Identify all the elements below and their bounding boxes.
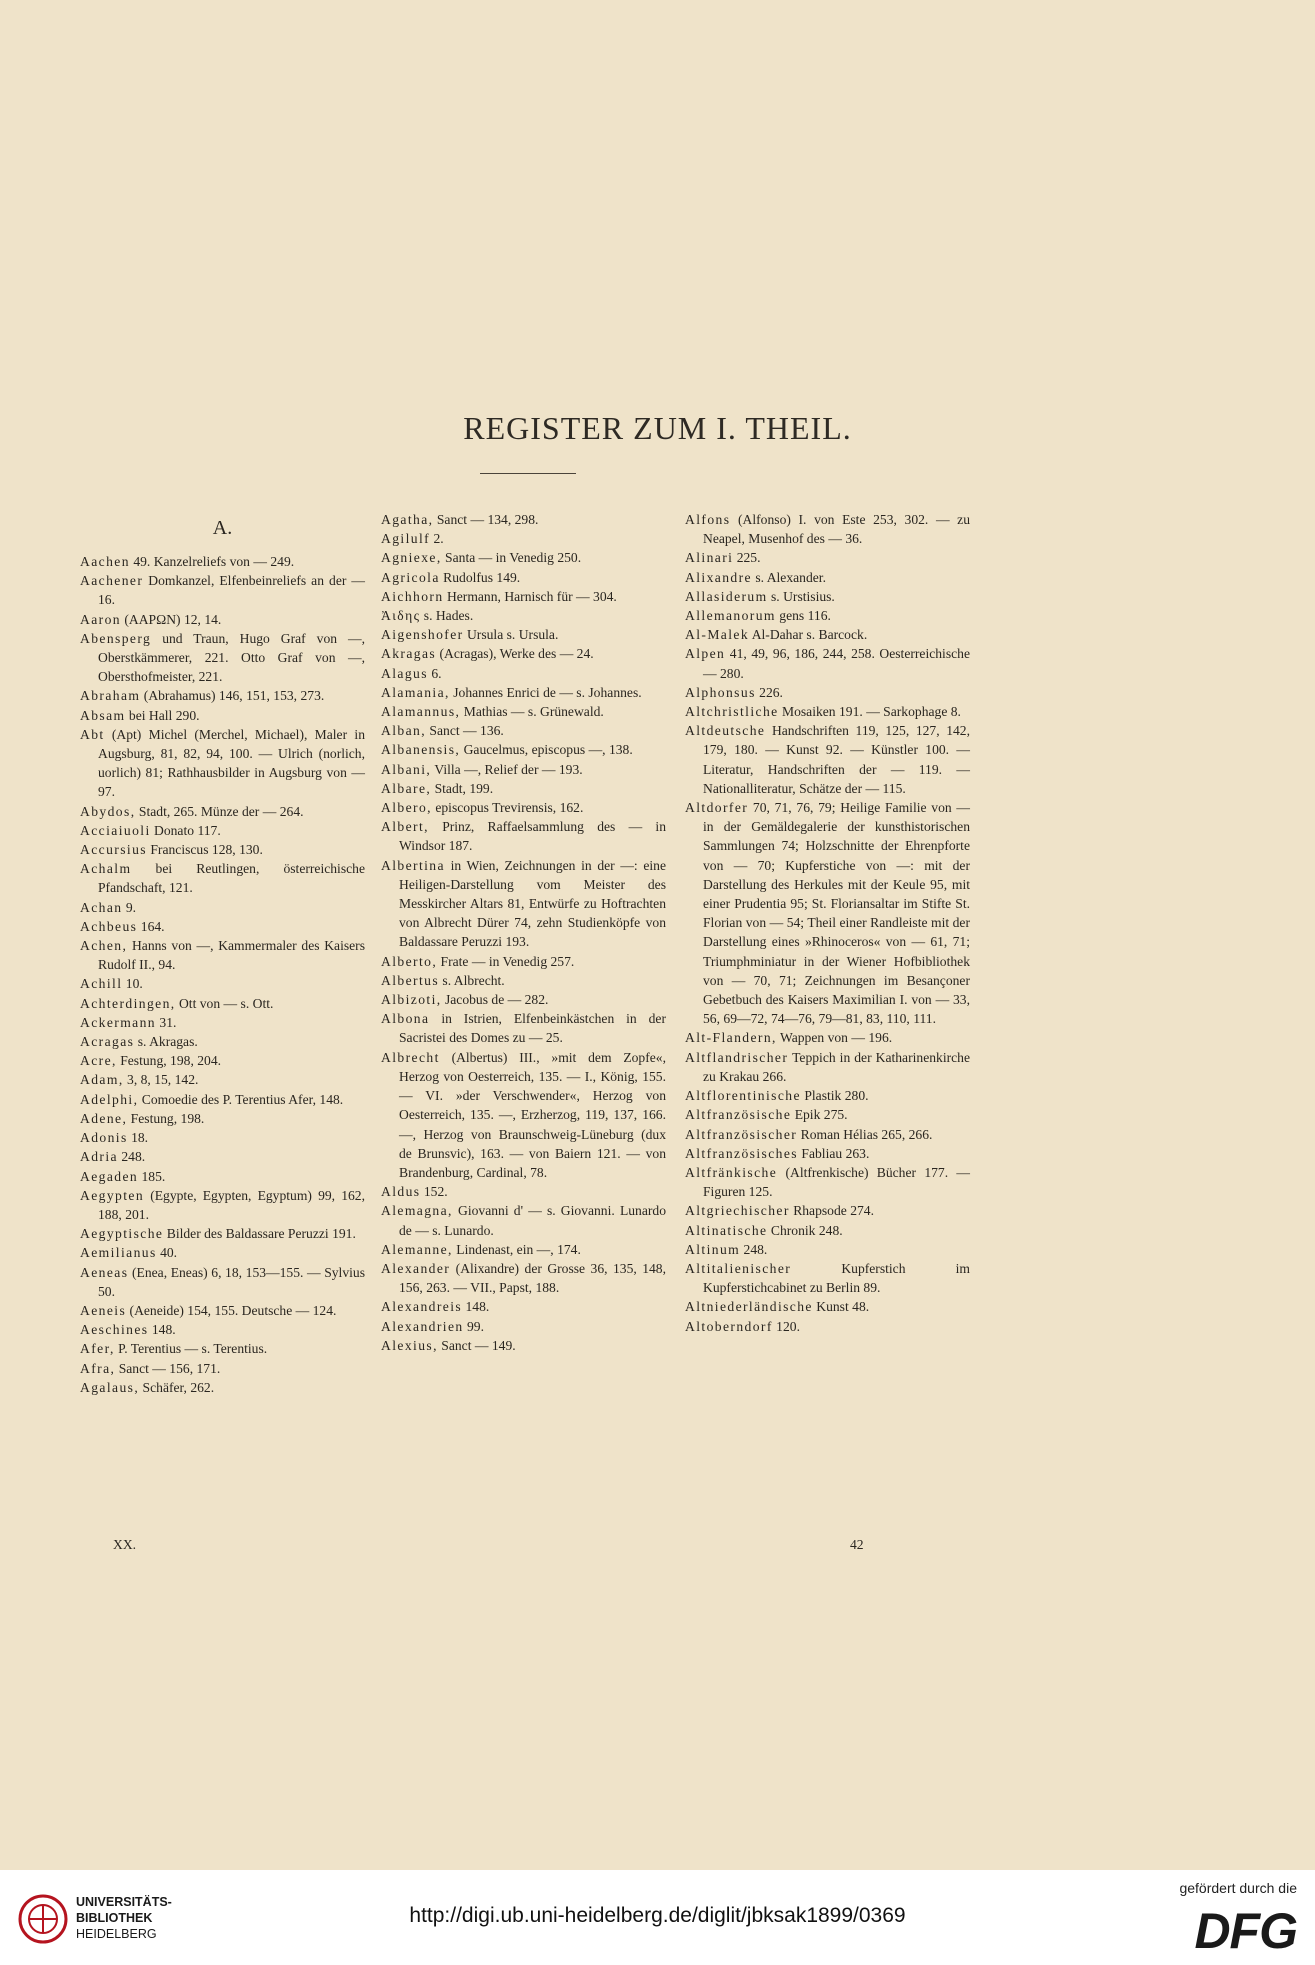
index-entry [685, 644, 970, 682]
index-entry-headword: Afra, [80, 1360, 116, 1376]
index-entry-headword: Aegaden [80, 1168, 139, 1184]
index-entry [381, 625, 666, 644]
index-entry-text: Sanct — 136. [426, 723, 504, 739]
index-entry-headword: Alexandreis [381, 1299, 463, 1315]
index-entry-text: 3, 8, 15, 142. [123, 1072, 199, 1088]
index-entry-text: Teppich in der Katharinenkirche zu Krakau 266. [703, 1049, 970, 1084]
index-entry-headword: Alt-Flandern, [685, 1030, 777, 1046]
index-entry-headword: Aachener [80, 573, 144, 589]
page-number: 42 [850, 1537, 864, 1552]
index-entry-text: 226. [755, 684, 783, 700]
index-entry-text: Kupferstich im Kupferstichcabinet zu Berlin 89. [703, 1260, 970, 1296]
index-entry-headword: Albanensis, [381, 742, 461, 758]
index-entry-text: Sanct — 149. [437, 1337, 516, 1353]
index-entry-headword: Acragas [80, 1034, 135, 1050]
index-entry [80, 1186, 365, 1224]
index-entry-headword: Adene, [80, 1110, 128, 1126]
index-entry-headword: Albertina [381, 857, 445, 873]
index-column-2 [381, 510, 666, 1355]
index-entry-headword: Alemagna, [381, 1203, 453, 1219]
index-entry-headword: Altinum [685, 1241, 741, 1257]
index-entry [381, 1259, 666, 1297]
index-entry [381, 1048, 666, 1182]
index-entry-text: 248. [740, 1241, 768, 1257]
index-entry-text: Gaucelmus, episcopus —, 138. [460, 742, 633, 758]
index-entry-headword: Albertus [381, 972, 440, 988]
index-entry-headword: Accursius [80, 842, 147, 858]
viewer-footer [0, 1870, 1315, 1965]
index-entry-text: Hanns von —, Kammermaler des Kaisers Rudolf II., 94. [98, 938, 365, 973]
index-entry [685, 1105, 970, 1124]
index-entry [685, 1086, 970, 1105]
index-entry-headword: Allasiderum [685, 588, 768, 604]
index-entry [685, 510, 970, 548]
index-entry-headword: Albero, [381, 800, 432, 816]
index-entry-text: (Acragas), Werke des — 24. [436, 646, 594, 662]
index-entry-text: 120. [772, 1318, 800, 1334]
index-entry-text: 148. [148, 1322, 176, 1338]
index-entry [80, 1359, 365, 1378]
index-entry [685, 1317, 970, 1336]
index-entry [685, 702, 970, 721]
index-entry [685, 721, 970, 798]
index-entry-text: Prinz, Raffaelsammlung des — in Windsor 187. [399, 819, 666, 854]
index-entry-text: gens 116. [775, 608, 831, 624]
index-entry-headword: Altniederländische [685, 1299, 813, 1315]
index-entry-text: Jacobus de — 282. [441, 992, 549, 1008]
index-entry-headword: Aigenshofer [381, 627, 464, 643]
index-entry [381, 990, 666, 1009]
index-entry [381, 971, 666, 990]
index-entry-text: Wappen von — 196. [776, 1030, 893, 1046]
index-entry-text: Fabliau 263. [798, 1145, 870, 1161]
index-entry-headword: Altitalienischer [685, 1260, 792, 1276]
index-entry [80, 840, 365, 859]
index-entry-text: 70, 71, 76, 79; Heilige Familie von — in der Gemäldegalerie der kunsthistorischen Sammlungen 74; Holzschnitte der Ehrenpforte von — 70; Kupferstiche von —: mit der Darstellung des Herkules mit der Keule 95, mit einer Prudentia 95; St. Floriansaltar im Stifte St. Florian von — 54; Theil einer Randleiste mit der Darstellung eines »Rhinoceros« von — 61, 71; Triumphminiatur in der Wiener Hofbibliothek von — 70, 71; Zeichnungen im Besançoner Gebetbuch des Kaisers Maximilian I. von — 33, 56, 69—72, 74—76, 79—81, 83, 110, 111. [703, 800, 970, 1027]
index-entry [381, 1201, 666, 1239]
index-entry-headword: Agniexe, [381, 550, 442, 566]
index-entry-text: 10. [122, 976, 143, 992]
index-entry [80, 629, 365, 687]
index-entry [685, 587, 970, 606]
index-entry-headword: Alfons [685, 512, 731, 527]
index-entry-headword: Ἀιδης [381, 608, 421, 624]
title-rule [480, 473, 576, 474]
index-entry [381, 1009, 666, 1047]
index-entry [80, 1224, 365, 1243]
index-entry-headword: Al-Malek [685, 627, 750, 643]
index-entry-text: s. Akragas. [134, 1034, 198, 1050]
index-entry-headword: Albizoti, [381, 992, 442, 1008]
index-entry [381, 1336, 666, 1355]
index-entry-headword: Alban, [381, 723, 427, 739]
index-entry [80, 994, 365, 1013]
index-entry-headword: Akragas [381, 646, 437, 662]
index-entry [381, 510, 666, 529]
index-entry-headword: Altinatische [685, 1222, 768, 1238]
index-entry-text: 41, 49, 96, 186, 244, 258. Oesterreichische — 280. [703, 646, 970, 681]
index-entry-text: (Alfonso) I. von Este 253, 302. — zu Neapel, Musenhof des — 36. [703, 512, 970, 547]
index-entry-headword: Alexandrien [381, 1318, 464, 1334]
index-entry-text: (Alixandre) der Grosse 36, 135, 148, 156, 263. — VII., Papst, 188. [399, 1260, 666, 1296]
index-entry-headword: Aeschines [80, 1322, 149, 1338]
index-entry-headword: Aeneis [80, 1302, 127, 1318]
index-entry-headword: Ackermann [80, 1014, 157, 1030]
index-entry [381, 568, 666, 587]
index-entry-text: (Apt) Michel (Merchel, Michael), Maler in Augsburg, 81, 82, 94, 100. — Ulrich (norlich, uorlich) 81; Rathhausbilder in Augsburg von — 97. [98, 726, 365, 800]
index-entry-text: Festung, 198, 204. [116, 1053, 222, 1069]
index-entry [80, 552, 365, 571]
index-entry-headword: Achalm [80, 861, 132, 877]
index-entry-headword: Albani, [381, 761, 432, 777]
index-entry-text: Festung, 198. [127, 1110, 205, 1126]
index-entry [80, 1032, 365, 1051]
index-entry-text: Donato 117. [150, 822, 221, 838]
index-entry-text: Roman Hélias 265, 266. [797, 1126, 933, 1142]
index-entry-headword: Altflorentinische [685, 1088, 801, 1104]
index-entry-text: 9. [122, 899, 137, 915]
index-entry [80, 1051, 365, 1070]
index-entry-text: Sanct — 134, 298. [433, 512, 539, 527]
index-entry-headword: Altoberndorf [685, 1318, 773, 1334]
index-entry-headword: Altdeutsche [685, 723, 766, 739]
index-entry-text: (Abrahamus) 146, 151, 153, 273. [140, 688, 325, 704]
index-entry-headword: Alberto, [381, 953, 438, 969]
index-entry-text: Giovanni d' — s. Giovanni. Lunardo de — s. Lunardo. [399, 1203, 666, 1238]
index-entry-text: in Istrien, Elfenbeinkästchen in der Sacristei des Domes zu — 25. [399, 1011, 666, 1046]
index-entry-text: Lindenast, ein —, 174. [452, 1241, 581, 1257]
index-entry [80, 974, 365, 993]
index-entry-text: Schäfer, 262. [139, 1379, 215, 1395]
index-entry-text: episcopus Trevirensis, 162. [431, 800, 584, 816]
index-entry [80, 1243, 365, 1262]
index-entry-text: Frate — in Venedig 257. [437, 953, 575, 969]
index-entry-headword: Altgriechischer [685, 1203, 790, 1219]
index-entry [381, 664, 666, 683]
index-entry-text: Ott von — s. Ott. [175, 995, 274, 1011]
index-entry [80, 898, 365, 917]
index-entry [685, 1201, 970, 1220]
index-entry-headword: Alagus [381, 665, 428, 681]
index-entry-headword: Adria [80, 1149, 118, 1165]
index-entry-text: Plastik 280. [800, 1088, 869, 1104]
index-entry [381, 1317, 666, 1336]
index-entry [80, 1167, 365, 1186]
index-entry-headword: Alexander [381, 1260, 451, 1276]
index-entry-text: s. Hades. [420, 608, 474, 624]
index-entry [381, 798, 666, 817]
index-entry-headword: Albrecht [381, 1049, 440, 1065]
index-entry [685, 625, 970, 644]
index-entry [80, 1070, 365, 1089]
index-entry-headword: Adam, [80, 1072, 124, 1088]
index-entry-headword: Aegyptische [80, 1226, 164, 1242]
index-entry [80, 1090, 365, 1109]
index-entry [80, 859, 365, 897]
index-entry-text: Hermann, Harnisch für — 304. [443, 588, 617, 604]
index-entry-text: Santa — in Venedig 250. [441, 550, 582, 566]
index-entry-headword: Altfranzösisches [685, 1145, 798, 1161]
index-entry-headword: Altflandrischer [685, 1049, 789, 1065]
index-entry-text: Franciscus 128, 130. [146, 842, 263, 858]
index-entry-headword: Altfranzösischer [685, 1126, 798, 1142]
index-entry-headword: Alpen [685, 646, 726, 662]
index-entry-headword: Aichhorn [381, 588, 444, 604]
index-entry [685, 548, 970, 567]
index-entry [80, 802, 365, 821]
index-entry-text: (Enea, Eneas) 6, 18, 153—155. — Sylvius 50. [98, 1264, 365, 1299]
index-entry-text: 225. [733, 550, 761, 566]
index-entry-headword: Albert, [381, 819, 429, 835]
index-entry-headword: Acciaiuoli [80, 822, 151, 838]
index-entry-text: Chronik 248. [767, 1222, 843, 1238]
index-entry [80, 706, 365, 725]
index-entry-text: (Egypte, Egypten, Egyptum) 99, 162, 188, 201. [98, 1187, 365, 1222]
index-entry-text: (ΑΑΡΩΝ) 12, 14. [120, 611, 222, 627]
index-entry-text: bei Hall 290. [125, 707, 200, 723]
dfg-logo[interactable]: DFG [1194, 1903, 1297, 1959]
index-entry [80, 686, 365, 705]
index-entry-text: bei Reutlingen, österreichische Pfandschaft, 121. [98, 861, 365, 896]
index-entry-text: P. Terentius — s. Terentius. [114, 1341, 268, 1357]
index-entry [381, 779, 666, 798]
index-entry-headword: Adonis [80, 1130, 128, 1146]
section-letter: A. [212, 517, 233, 539]
funding-label: gefördert durch die [1179, 1880, 1297, 1896]
index-entry [381, 548, 666, 567]
index-entry [80, 1378, 365, 1397]
index-entry [685, 1028, 970, 1047]
index-entry-headword: Achan [80, 899, 123, 915]
index-entry-headword: Acre, [80, 1053, 117, 1069]
index-entry [381, 702, 666, 721]
index-entry-headword: Altfränkische [685, 1164, 778, 1180]
index-entry-text: Bilder des Baldassare Peruzzi 191. [163, 1226, 356, 1242]
library-name-line-2: BIBLIOTHEK [76, 1911, 153, 1925]
index-entry-headword: Alamania, [381, 684, 450, 700]
index-entry [381, 529, 666, 548]
index-entry-headword: Alemanne, [381, 1241, 453, 1257]
index-entry [381, 817, 666, 855]
index-column-3 [685, 510, 970, 1336]
index-entry-text: Villa —, Relief der — 193. [431, 761, 583, 777]
index-entry-headword: Albare, [381, 780, 432, 796]
index-entry-headword: Achterdingen, [80, 995, 176, 1011]
index-entry [80, 1263, 365, 1301]
index-entry-headword: Agatha, [381, 512, 434, 527]
index-entry-text: s. Albrecht. [439, 972, 505, 988]
index-entry-headword: Achill [80, 976, 123, 992]
index-entry-headword: Alphonsus [685, 684, 756, 700]
index-entry-text: Handschriften 119, 125, 127, 142, 179, 180. — Kunst 92. — Künstler 100. — Literatur, Handschriften der — 119. — Nationalliteratur, Schätze der — 115. [703, 723, 970, 796]
index-entry [80, 571, 365, 609]
index-entry-text: Johannes Enrici de — s. Johannes. [449, 684, 642, 700]
index-entry [381, 606, 666, 625]
index-entry-text: 99. [463, 1318, 484, 1334]
index-entry [685, 1240, 970, 1259]
index-entry-text: Mathias — s. Grünewald. [460, 704, 604, 720]
index-entry-headword: Alinari [685, 550, 734, 566]
index-entry-headword: Agalaus, [80, 1379, 140, 1395]
signature-mark: XX. [113, 1537, 137, 1552]
index-entry [80, 1128, 365, 1147]
index-entry [381, 740, 666, 759]
index-entry-text: Comoedie des P. Terentius Afer, 148. [138, 1091, 344, 1107]
index-entry [381, 721, 666, 740]
index-entry [381, 587, 666, 606]
index-entry [80, 610, 365, 629]
index-entry-headword: Afer, [80, 1341, 115, 1357]
library-name-line-1: UNIVERSITÄTS- [76, 1895, 172, 1909]
index-entry-text: 164. [137, 918, 165, 934]
index-entry-headword: Allemanorum [685, 608, 776, 624]
index-entry-text: in Wien, Zeichnungen in der —: eine Heiligen-Darstellung vom Meister des Messkircher Altars 81, Entwürfe zu Hoftrachten von Albrecht Dürer 74, zehn Studienköpfe von Baldassare Peruzzi 193. [399, 857, 666, 950]
index-entry [80, 1339, 365, 1358]
index-entry-text: Al-Dahar s. Barcock. [749, 627, 868, 643]
index-entry-text: und Traun, Hugo Graf von —, Oberstkämmerer, 221. Otto Graf von —, Obersthofmeister, 221. [98, 630, 365, 685]
index-entry [381, 760, 666, 779]
index-entry-headword: Altchristliche [685, 704, 779, 720]
index-entry [381, 1240, 666, 1259]
index-entry-text: Rudolfus 149. [439, 569, 521, 585]
index-entry [80, 1013, 365, 1032]
index-entry-headword: Aachen [80, 554, 130, 569]
index-entry-headword: Abt [80, 726, 105, 742]
index-entry [381, 1297, 666, 1316]
index-entry [685, 798, 970, 1028]
index-entry-headword: Abensperg [80, 630, 152, 646]
index-entry [685, 1144, 970, 1163]
index-entry-text: 152. [420, 1184, 448, 1200]
permalink-url[interactable]: http://digi.ub.uni-heidelberg.de/diglit/jbksak1899/0369 [409, 1904, 906, 1927]
index-entry [685, 1221, 970, 1240]
index-entry [80, 1147, 365, 1166]
index-entry-headword: Aemilianus [80, 1245, 157, 1261]
index-entry-text: Rhapsode 274. [789, 1203, 874, 1219]
index-entry [685, 1297, 970, 1316]
index-entry [381, 1182, 666, 1201]
index-entry-headword: Alamannus, [381, 704, 461, 720]
index-column-1 [80, 510, 365, 1397]
index-entry-headword: Agilulf [381, 531, 431, 547]
index-entry-headword: Adelphi, [80, 1091, 139, 1107]
index-entry-text: Domkanzel, Elfenbeinreliefs an der — 16. [98, 573, 365, 608]
index-entry-text: s. Urstisius. [767, 588, 835, 604]
index-entry [685, 683, 970, 702]
index-entry [80, 917, 365, 936]
index-entry-text: 49. Kanzelreliefs von — 249. [129, 554, 295, 569]
index-entry-headword: Aeneas [80, 1264, 129, 1280]
index-entry-headword: Abydos, [80, 803, 136, 819]
index-entry [80, 936, 365, 974]
index-entry-text: (Aeneide) 154, 155. Deutsche — 124. [126, 1302, 337, 1318]
index-entry [381, 856, 666, 952]
index-entry-headword: Aaron [80, 611, 121, 627]
index-entry-text: 148. [462, 1299, 490, 1315]
index-entry [381, 683, 666, 702]
page-title: REGISTER ZUM I. THEIL. [463, 410, 852, 446]
index-entry-headword: Albona [381, 1011, 430, 1027]
index-entry-headword: Achbeus [80, 918, 138, 934]
index-entry [685, 568, 970, 587]
index-entry-text: 18. [127, 1130, 149, 1146]
index-entry-headword: Alixandre [685, 569, 752, 585]
index-entry-text: Mosaiken 191. — Sarkophage 8. [778, 704, 961, 720]
index-entry-text: 248. [117, 1149, 146, 1165]
index-entry-headword: Abraham [80, 688, 141, 704]
index-entry-text: Epik 275. [791, 1107, 848, 1123]
index-entry [80, 1109, 365, 1128]
index-entry-text: Sanct — 156, 171. [115, 1360, 221, 1376]
index-entry [685, 606, 970, 625]
index-entry-text: (Albertus) III., »mit dem Zopfe«, Herzog von Oesterreich, 135. — I., König, 155. — VI. »der Verschwender«, Herzog von Oesterreich, 135. —, Erzherzog, 119, 137, 166. —, Herzog von Braunschweig-Lüneburg (dux de Brunsvic), 163. — von Baiern 121. — von Brandenburg, Cardinal, 78. [399, 1049, 666, 1180]
index-entry [685, 1259, 970, 1297]
index-entry-text: 185. [138, 1168, 166, 1184]
index-entry-headword: Altfranzösische [685, 1107, 792, 1123]
index-entry-headword: Agricola [381, 569, 440, 585]
index-entry [685, 1163, 970, 1201]
index-entry [685, 1048, 970, 1086]
index-entry-headword: Aegypten [80, 1187, 145, 1203]
index-entry [381, 644, 666, 663]
index-entry-text: 40. [156, 1245, 178, 1261]
library-name-line-3: HEIDELBERG [76, 1927, 157, 1941]
index-entry-text: s. Alexander. [751, 569, 826, 585]
index-entry [80, 1320, 365, 1339]
index-entry-headword: Altdorfer [685, 800, 749, 816]
index-entry [685, 1125, 970, 1144]
index-entry-text: Stadt, 265. Münze der — 264. [135, 803, 304, 819]
index-entry-text: (Altfrenkische) Bücher 177. — Figuren 125. [703, 1164, 970, 1200]
index-entry [80, 725, 365, 802]
index-entry-headword: Absam [80, 707, 126, 723]
index-entry-headword: Aldus [381, 1184, 421, 1200]
index-entry [381, 952, 666, 971]
index-entry-text: 2. [430, 531, 444, 547]
index-entry-text: 31. [156, 1014, 177, 1030]
index-entry-text: Ursula s. Ursula. [463, 627, 559, 643]
index-entry-text: Kunst 48. [812, 1299, 870, 1315]
index-entry-headword: Alexius, [381, 1337, 438, 1353]
index-entry-text: Stadt, 199. [431, 780, 494, 796]
index-entry-headword: Achen, [80, 938, 128, 954]
index-entry-text: 6. [427, 665, 442, 681]
index-entry [80, 821, 365, 840]
index-entry [80, 1301, 365, 1320]
